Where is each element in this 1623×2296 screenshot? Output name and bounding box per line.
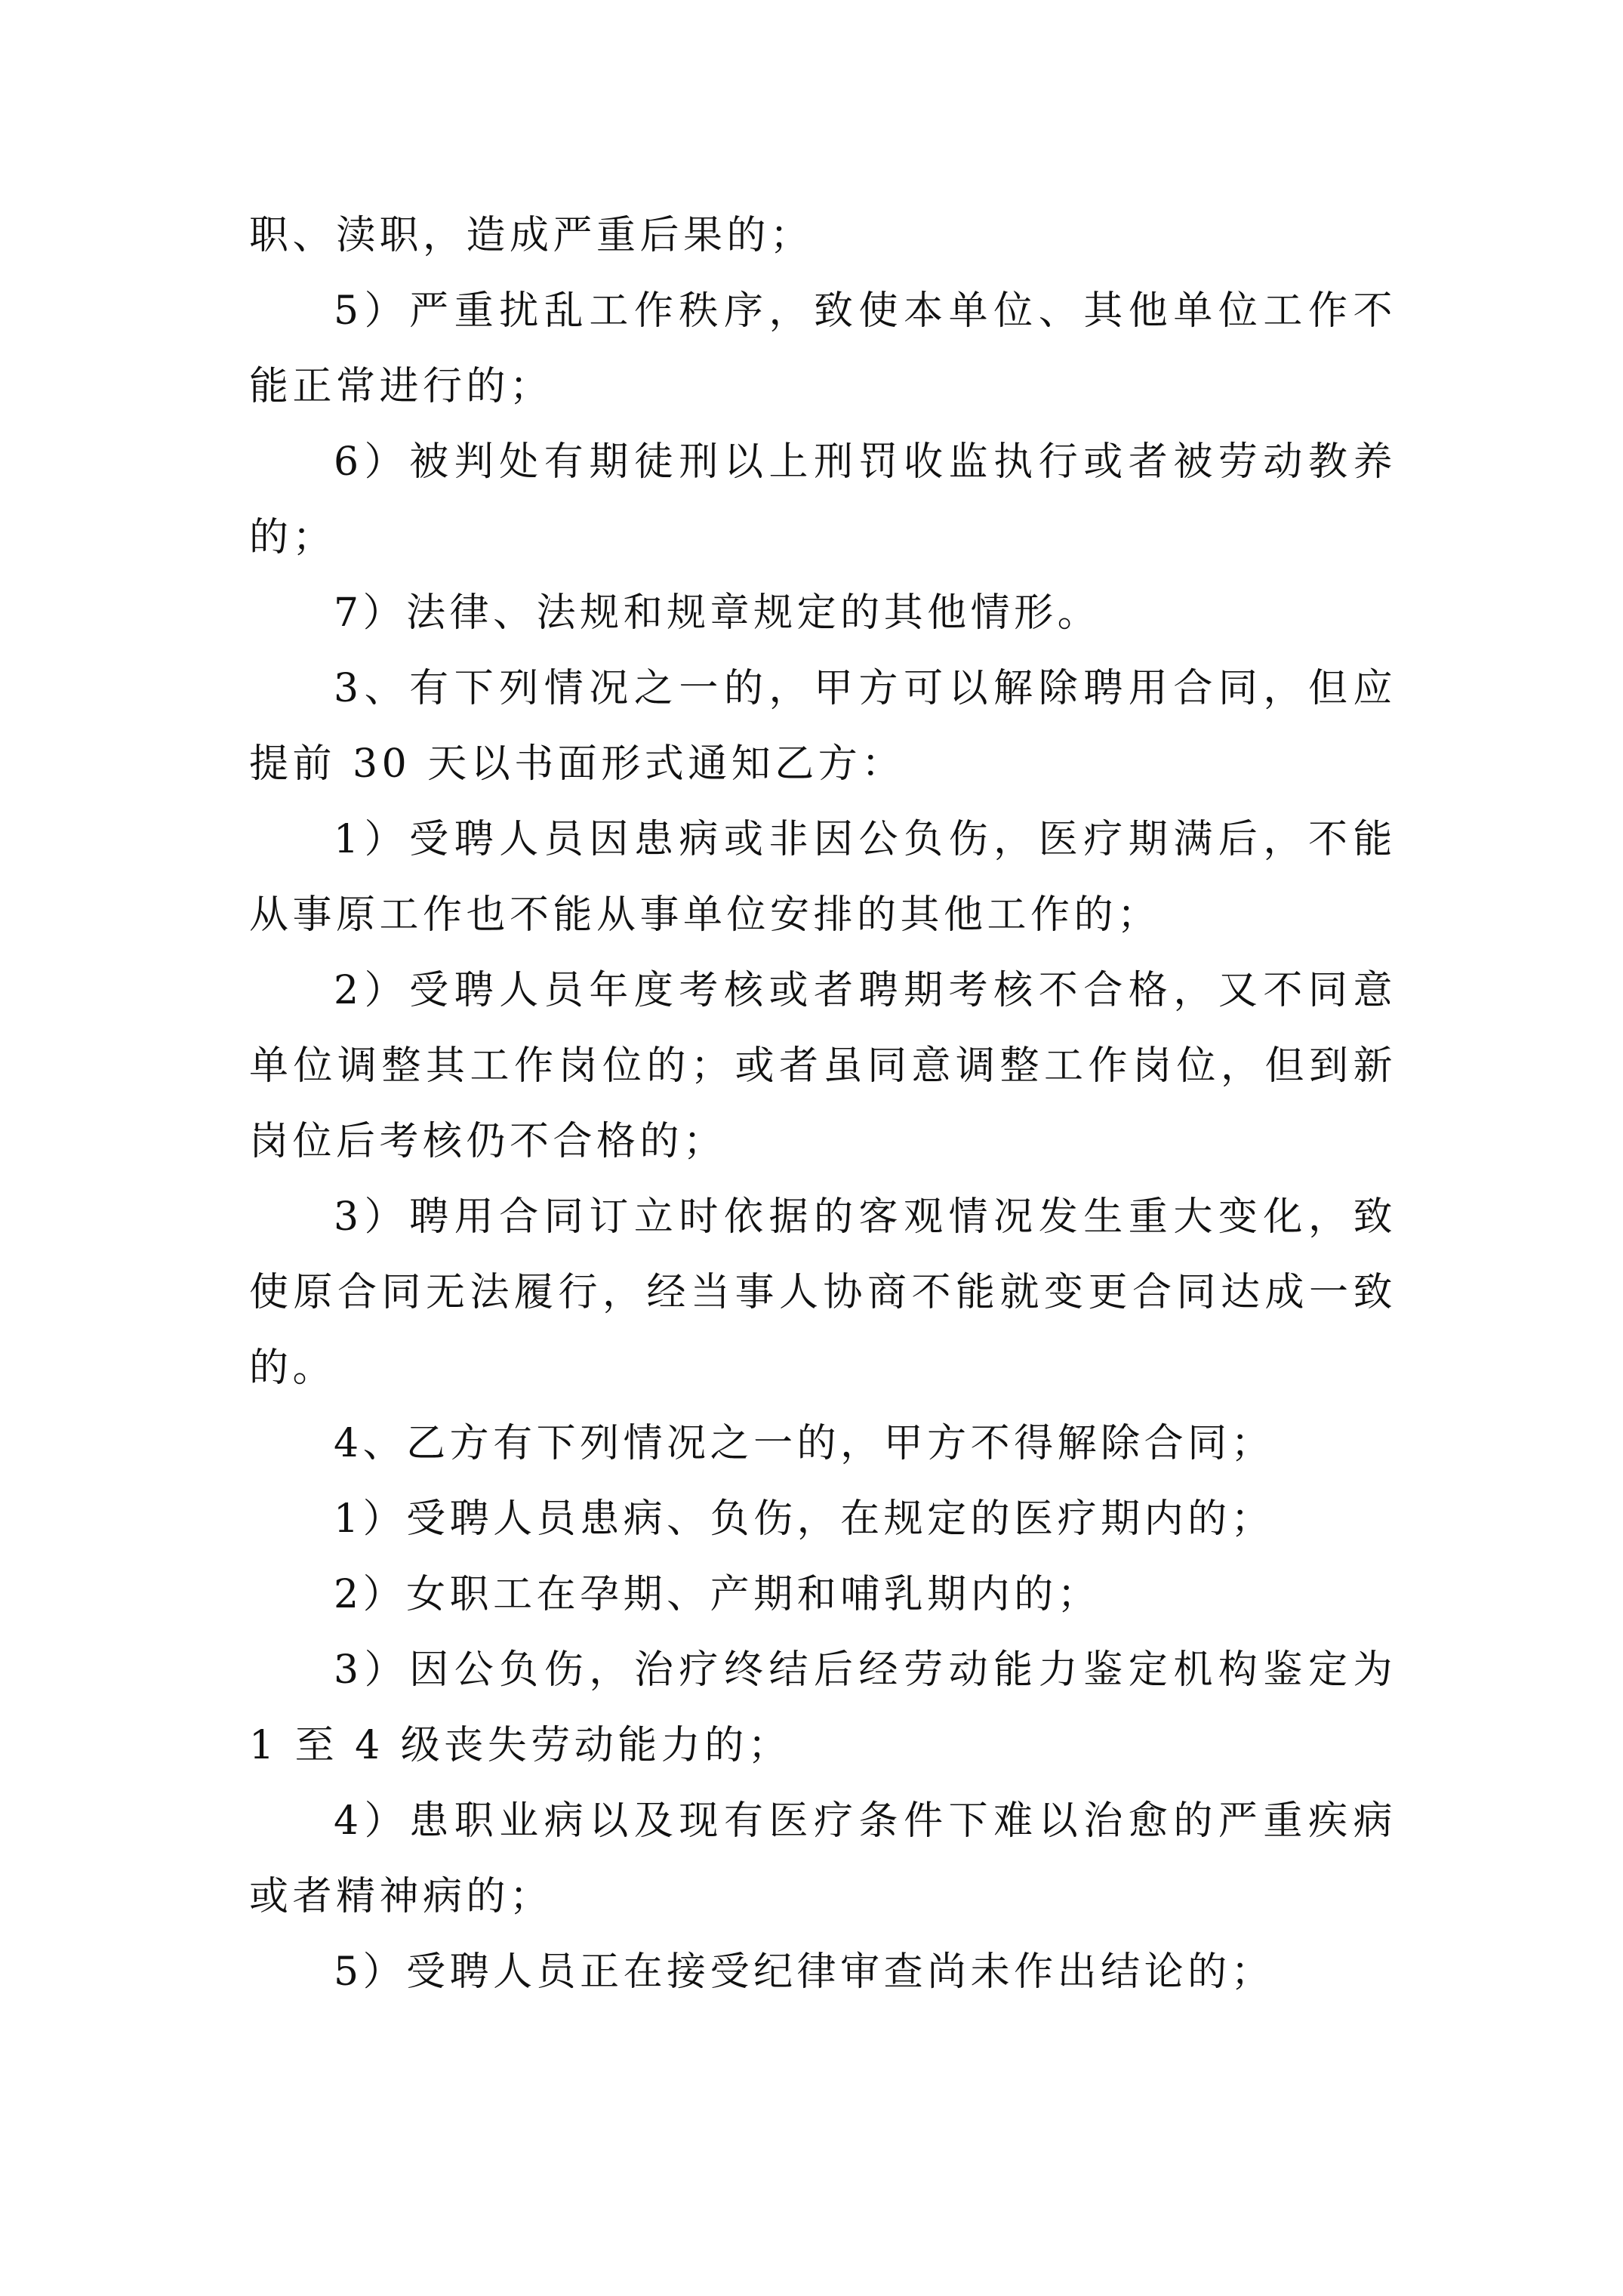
paragraph-section-4-item-4: 4）患职业病以及现有医疗条件下难以治愈的严重疾病或者精神病的；	[249, 1798, 1397, 1919]
paragraph-section-3-item-1: 1）受聘人员因患病或非因公负伤，医疗期满后，不能从事原工作也不能从事单位安排的其他工作的；	[249, 817, 1397, 938]
paragraph-section-4: 4、乙方有下列情况之一的，甲方不得解除合同；	[334, 1421, 1275, 1466]
paragraph-section-4-item-1: 1）受聘人员患病、负伤，在规定的医疗期内的；	[334, 1496, 1275, 1542]
paragraph-item-6-sentenced: 6）被判处有期徒刑以上刑罚收监执行或者被劳动教养的；	[249, 439, 1397, 560]
paragraph-section-4-item-2: 2）女职工在孕期、产期和哺乳期内的；	[334, 1572, 1101, 1617]
paragraph-section-4-item-3: 3）因公负伤，治疗终结后经劳动能力鉴定机构鉴定为 1 至 4 级丧失劳动能力的；	[249, 1647, 1397, 1768]
paragraph-section-3-item-3: 3）聘用合同订立时依据的客观情况发生重大变化，致使原合同无法履行，经当事人协商不能就变更合同达成一致的。	[249, 1194, 1397, 1391]
paragraph-item-7-other-cases: 7）法律、法规和规章规定的其他情形。	[334, 590, 1101, 636]
document-body	[249, 198, 1397, 2010]
paragraph-continuation: 职、渎职，造成严重后果的；	[249, 213, 814, 258]
paragraph-section-3: 3、有下列情况之一的，甲方可以解除聘用合同，但应提前 30 天以书面形式通知乙方：	[249, 666, 1397, 787]
paragraph-section-3-item-2: 2）受聘人员年度考核或者聘期考核不合格，又不同意单位调整其工作岗位的；或者虽同意调整工作岗位，但到新岗位后考核仍不合格的；	[249, 968, 1397, 1164]
paragraph-section-4-item-5: 5）受聘人员正在接受纪律审查尚未作出结论的；	[334, 1949, 1275, 1995]
paragraph-item-5-disrupt-order: 5）严重扰乱工作秩序，致使本单位、其他单位工作不能正常进行的；	[249, 288, 1397, 409]
